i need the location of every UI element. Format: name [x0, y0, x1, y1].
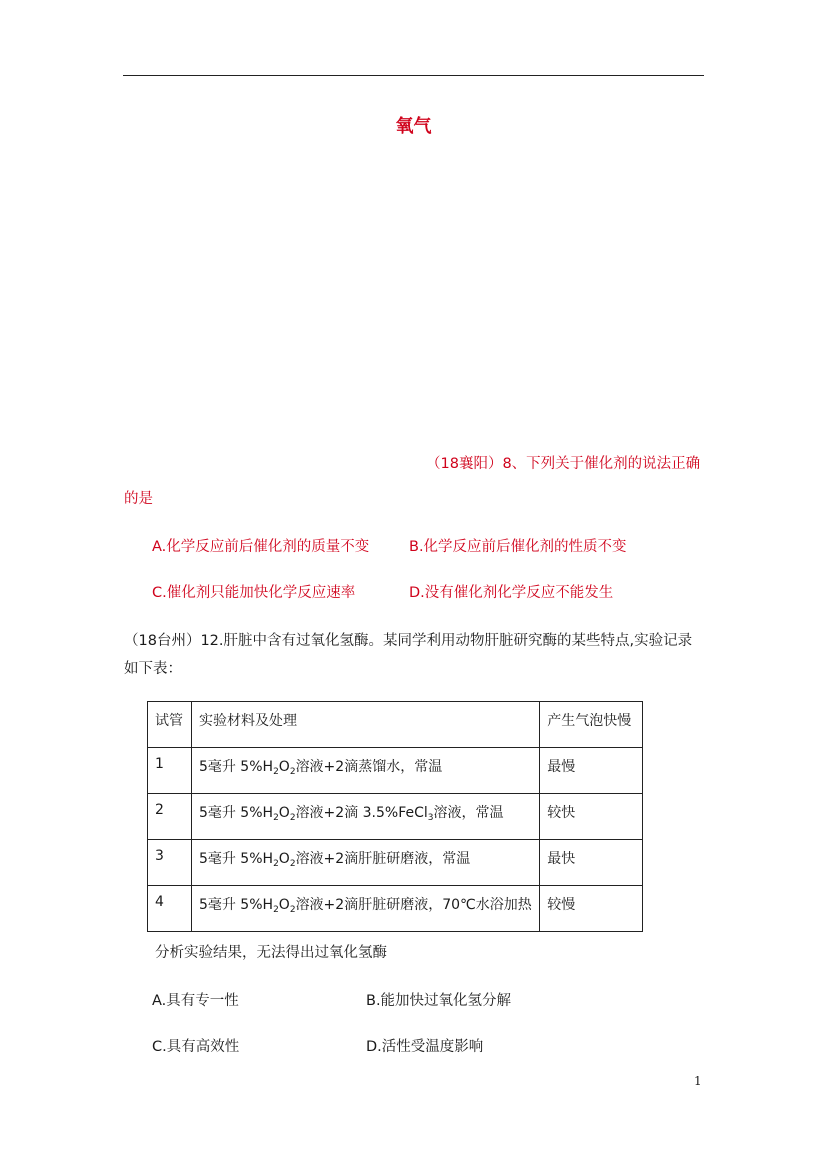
- page-title: 氧气: [395, 116, 432, 137]
- cell-speed: 最慢: [540, 748, 643, 794]
- header-material: 实验材料及处理: [191, 702, 539, 748]
- cell-material: 5毫升 $5\%H_2O_2$溶液+2滴 3.5%FeCl$_3$溶液，常温: [191, 794, 539, 840]
- q12-option-c: C.具有高效性: [152, 1039, 240, 1055]
- header-speed: 产生气泡快慢: [540, 702, 643, 748]
- q12-stem: 分析实验结果，无法得出过氧化氢酶: [155, 945, 387, 961]
- experiment-table: [147, 701, 643, 932]
- cell-material: 5毫升 $5\%H_2O_2$溶液+2滴肝脏研磨液，70℃水浴加热: [191, 886, 539, 932]
- table-row: [148, 840, 643, 886]
- q8-option-c: C.催化剂只能加快化学反应速率: [152, 585, 356, 601]
- q8-prefix: （18襄阳）8、下列关于催化剂的说法正确: [426, 456, 701, 472]
- page-number: 1: [694, 1074, 702, 1088]
- q8-option-b: B.化学反应前后催化剂的性质不变: [409, 539, 627, 555]
- q8-option-a: A.化学反应前后催化剂的质量不变: [152, 539, 370, 555]
- q12-option-a: A.具有专一性: [152, 993, 239, 1009]
- table-row: [148, 886, 643, 932]
- cell-tube: 3: [148, 840, 192, 886]
- cell-material: 5毫升 $5\%H_2O_2$溶液+2滴蒸馏水，常温: [191, 748, 539, 794]
- table-header-row: [148, 702, 643, 748]
- cell-speed: 最快: [540, 840, 643, 886]
- cell-tube: 4: [148, 886, 192, 932]
- cell-speed: 较快: [540, 794, 643, 840]
- q12-option-d: D.活性受温度影响: [366, 1039, 484, 1055]
- cell-tube: 1: [148, 748, 192, 794]
- table-row: [148, 748, 643, 794]
- q8-option-d: D.没有催化剂化学反应不能发生: [409, 585, 614, 601]
- header-tube: 试管: [148, 702, 192, 748]
- q12-option-b: B.能加快过氧化氢分解: [366, 993, 512, 1009]
- cell-tube: 2: [148, 794, 192, 840]
- cell-material: 5毫升 $5\%H_2O_2$溶液+2滴肝脏研磨液，常温: [191, 840, 539, 886]
- q12-line1: （18台州）12.肝脏中含有过氧化氢酶。某同学利用动物肝脏研究酶的某些特点,实验记录: [124, 633, 693, 649]
- header-rule: [123, 75, 704, 76]
- cell-speed: 较慢: [540, 886, 643, 932]
- q12-line2: 如下表：: [124, 661, 182, 677]
- table-row: [148, 794, 643, 840]
- q8-suffix: 的是: [124, 491, 153, 507]
